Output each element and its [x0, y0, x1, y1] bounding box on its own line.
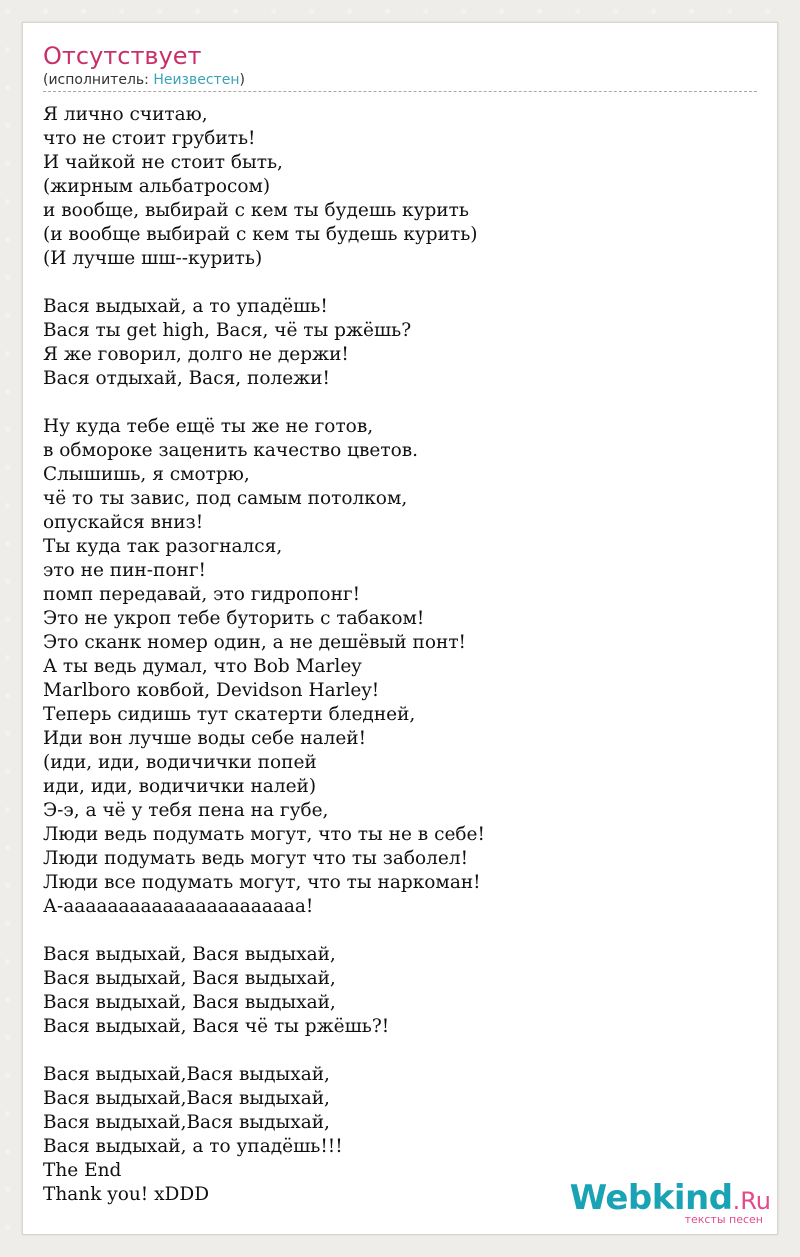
lyric-line: Вася выдыхай,Вася выдыхай,	[43, 1064, 330, 1085]
lyric-line: Вася выдыхай, Вася выдыхай,	[43, 992, 336, 1013]
performer-prefix: (исполнитель:	[43, 72, 154, 88]
lyrics-card	[22, 22, 778, 1235]
lyric-line: (И лучше шш--курить)	[43, 248, 263, 269]
lyric-line: Я лично считаю,	[43, 104, 208, 125]
lyric-line: в обмороке заценить качество цветов.	[43, 440, 419, 461]
lyric-line: это не пин-понг!	[43, 560, 206, 581]
lyric-line: Вася выдыхай, а то упадёшь!	[43, 296, 328, 317]
lyric-line: Вася выдыхай, Вася выдыхай,	[43, 968, 336, 989]
logo-tagline: тексты песен	[684, 1213, 763, 1226]
lyric-line: Вася ты get high, Вася, чё ты ржёшь?	[43, 320, 412, 341]
site-logo[interactable]	[571, 1172, 771, 1232]
lyric-line: Это не укроп тебе буторить с табаком!	[43, 608, 425, 629]
lyric-line: что не стоит грубить!	[43, 128, 256, 149]
performer-link[interactable]: Неизвестен	[153, 72, 240, 88]
lyric-line: Теперь сидишь тут скатерти бледней,	[43, 704, 416, 725]
lyric-line: иди, иди, водичички налей)	[43, 776, 317, 797]
lyric-line: Иди вон лучше воды себе налей!	[43, 728, 367, 749]
lyric-line: И чайкой не стоит быть,	[43, 152, 283, 173]
lyric-line: Ну куда тебе ещё ты же не готов,	[43, 416, 374, 437]
lyric-line: (жирным альбатросом)	[43, 176, 271, 197]
lyric-line: Thank you! xDDD	[43, 1184, 210, 1205]
lyric-line: Вася выдыхай,Вася выдыхай,	[43, 1088, 330, 1109]
lyric-line: Это сканк номер один, а не дешёвый понт!	[43, 632, 466, 653]
lyric-line: Э-э, а чё у тебя пена на губе,	[43, 800, 329, 821]
lyric-line: А-аааааааааааааааааааааа!	[43, 896, 314, 917]
lyric-line: чё то ты завис, под самым потолком,	[43, 488, 408, 509]
lyric-line: Вася выдыхай, а то упадёшь!!!	[43, 1136, 343, 1157]
lyric-line: Я же говорил, долго не держи!	[43, 344, 349, 365]
lyric-line: опускайся вниз!	[43, 512, 204, 533]
dashed-divider	[43, 91, 757, 92]
lyric-line: Ты куда так разогнался,	[43, 536, 283, 557]
lyric-line: (иди, иди, водичички попей	[43, 752, 317, 773]
lyric-line: Marlboro ковбой, Devidson Harley!	[43, 680, 380, 701]
lyric-line: Люди ведь подумать могут, что ты не в себе!	[43, 824, 485, 845]
lyric-line: Вася отдыхай, Вася, полежи!	[43, 368, 330, 389]
logo-tld: .Ru	[732, 1187, 771, 1215]
lyric-line: и вообще, выбирай с кем ты будешь курить	[43, 200, 469, 221]
lyric-line: помп передавай, это гидропонг!	[43, 584, 361, 605]
lyric-line: The End	[43, 1160, 122, 1181]
lyric-line: Вася выдыхай,Вася выдыхай,	[43, 1112, 330, 1133]
lyrics-text	[43, 103, 757, 1207]
lyric-line: Вася выдыхай, Вася чё ты ржёшь?!	[43, 1016, 390, 1037]
lyric-line: Слышишь, я смотрю,	[43, 464, 250, 485]
lyric-line: Люди подумать ведь могут что ты заболел!	[43, 848, 469, 869]
lyric-line: Люди все подумать могут, что ты наркоман!	[43, 872, 481, 893]
stanza-break	[43, 919, 757, 943]
lyric-line: (и вообще выбирай с кем ты будешь курить)	[43, 224, 478, 245]
performer-line	[43, 71, 245, 89]
stanza-break	[43, 271, 757, 295]
stanza-break	[43, 1039, 757, 1063]
lyric-line: Вася выдыхай, Вася выдыхай,	[43, 944, 336, 965]
lyric-line: А ты ведь думал, что Bob Marley	[43, 656, 362, 677]
logo-brand: Webkind	[569, 1178, 733, 1218]
song-title: Отсутствует	[43, 42, 202, 70]
stanza-break	[43, 391, 757, 415]
performer-suffix: )	[239, 72, 245, 88]
